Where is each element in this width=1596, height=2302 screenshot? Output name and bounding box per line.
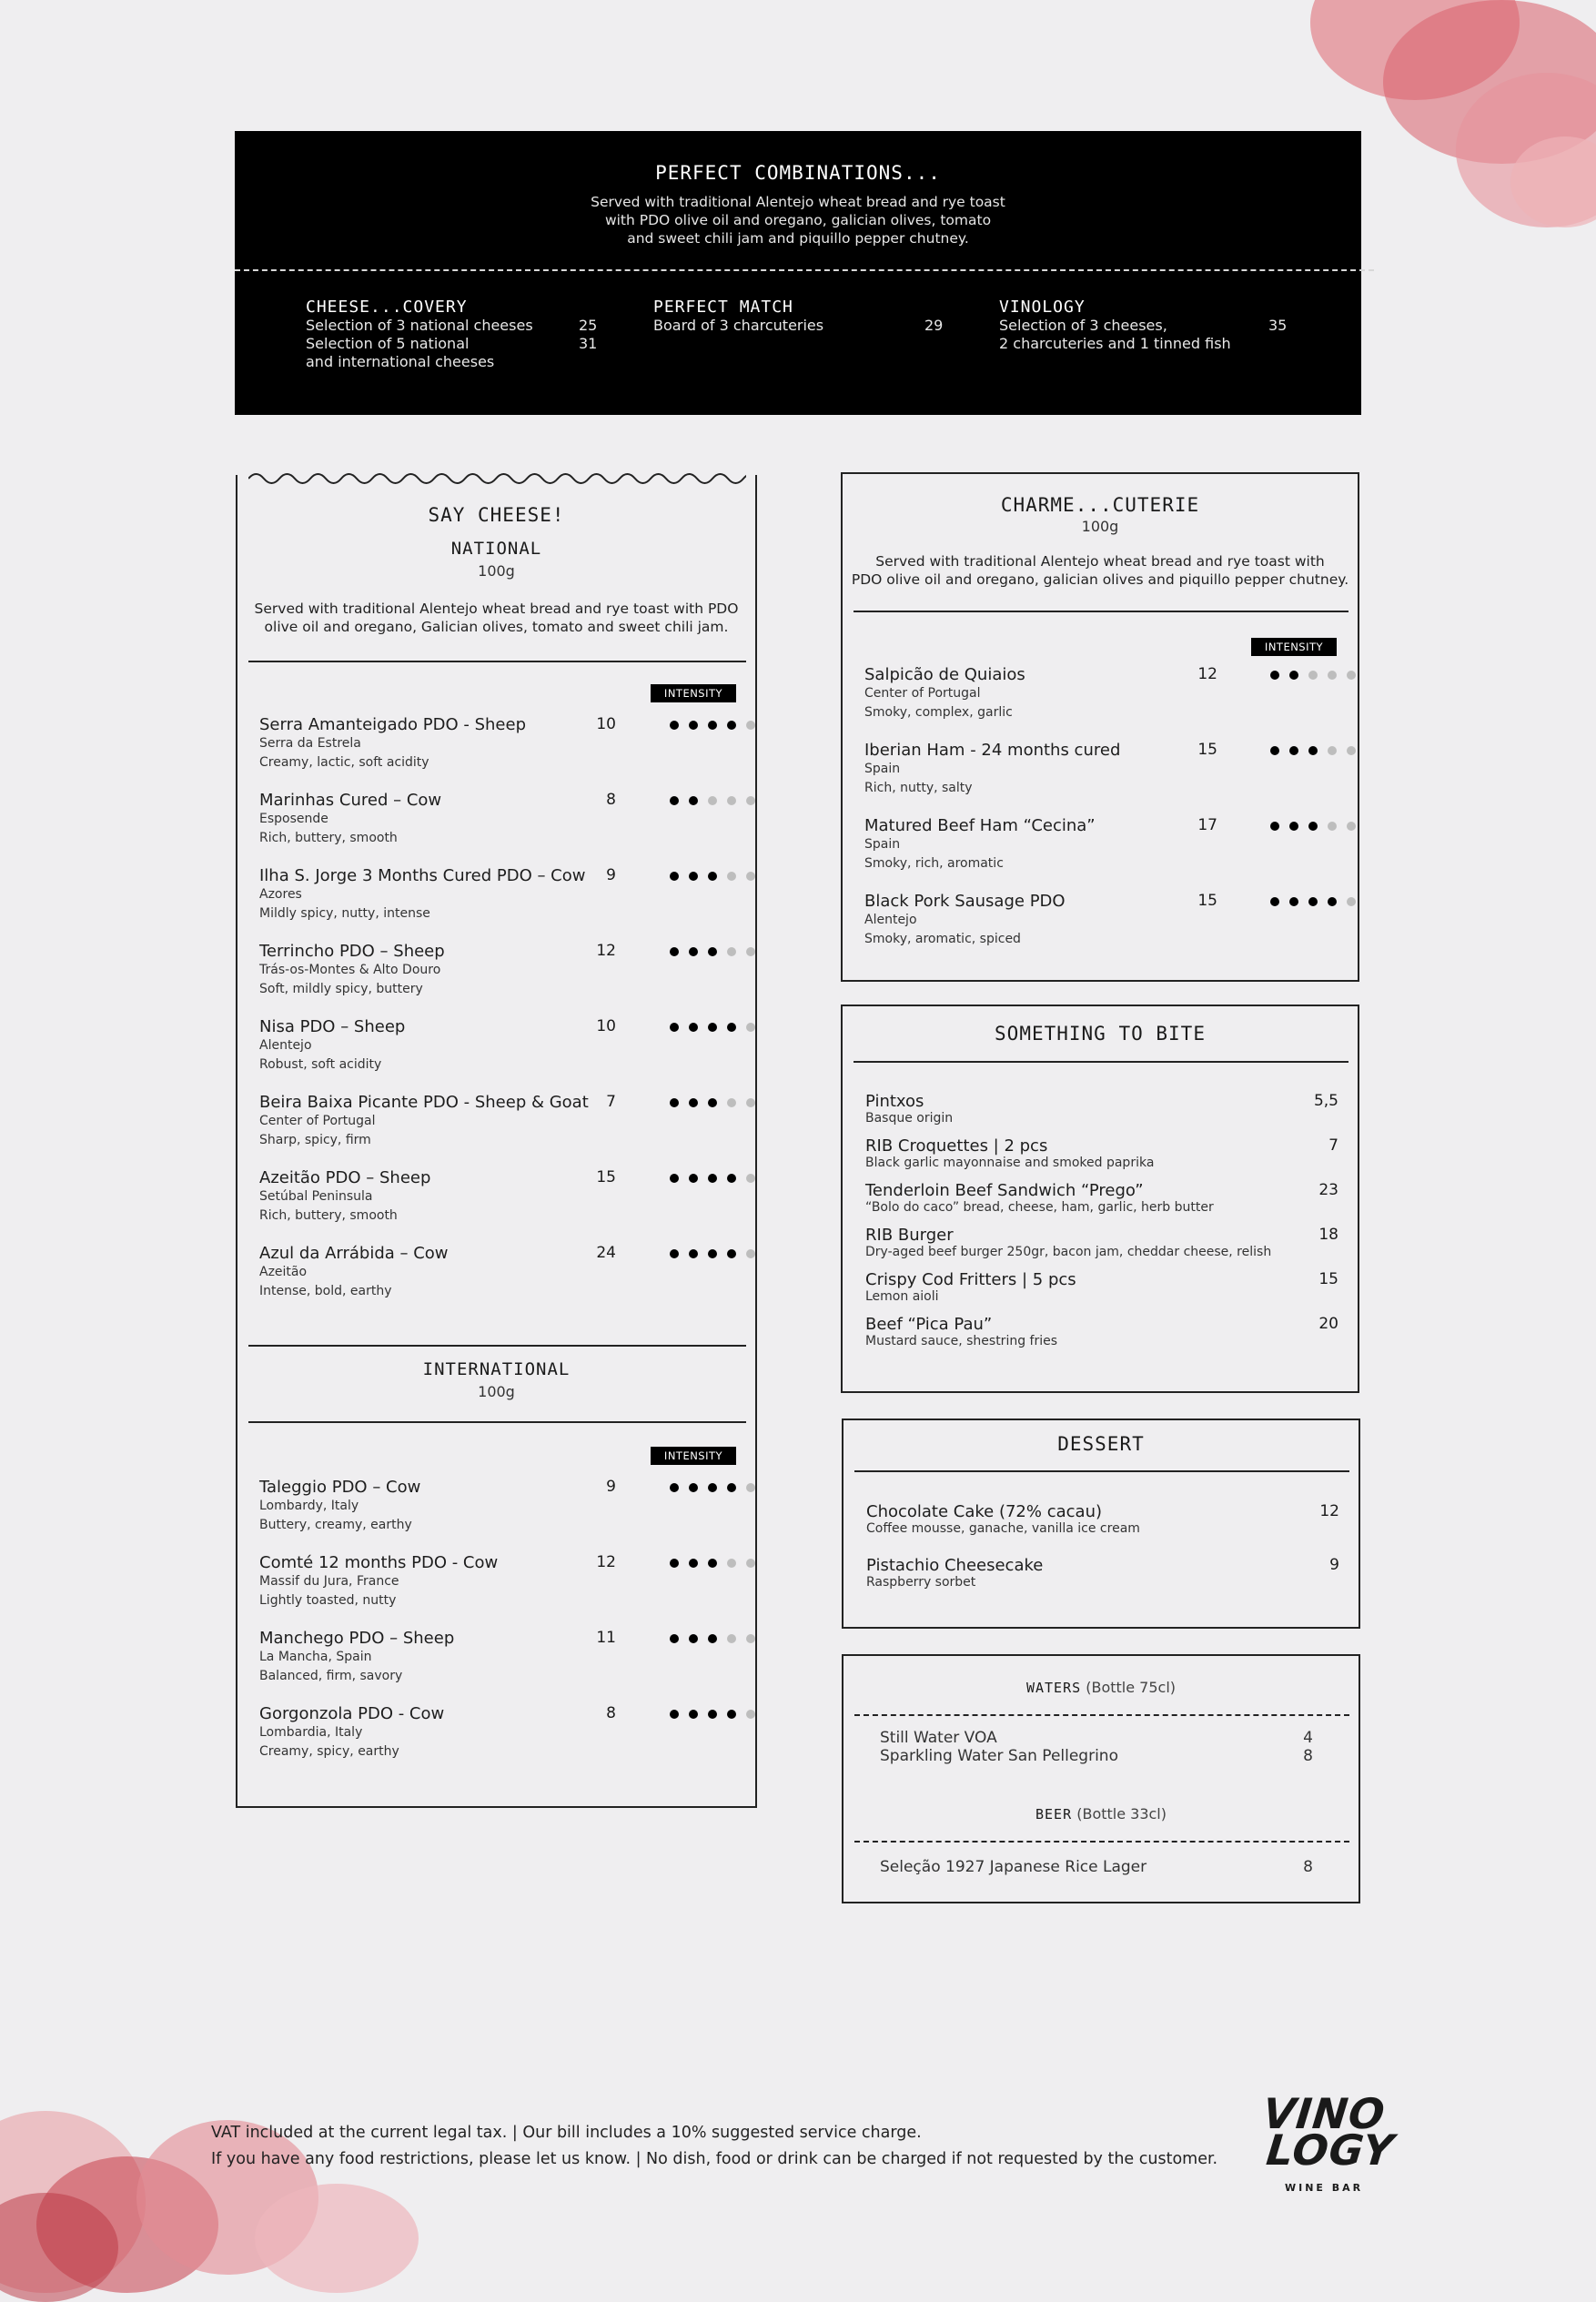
item-price: 5,5 xyxy=(1313,1092,1338,1110)
item-price: 24 xyxy=(596,1244,616,1262)
item-origin: Azores xyxy=(259,887,302,902)
item-description: Coffee mousse, ganache, vanilla ice cream xyxy=(866,1521,1140,1536)
banner-subtitle-line: and sweet chili jam and piquillo pepper chutney. xyxy=(627,230,969,247)
intensity-dot xyxy=(727,947,736,956)
bite-title: SOMETHING TO BITE xyxy=(995,1023,1206,1045)
combo-price: 25 xyxy=(579,317,598,334)
item-name: Taleggio PDO – Cow xyxy=(259,1478,421,1497)
combo-price: 35 xyxy=(1268,317,1288,334)
combo-row-text: Board of 3 charcuteries xyxy=(653,317,824,334)
combo-perfect-match xyxy=(653,298,954,335)
item-description: Mustard sauce, shestring fries xyxy=(865,1334,1058,1348)
beer-note: (Bottle 33cl) xyxy=(1076,1805,1167,1822)
intensity-dot xyxy=(708,1249,717,1258)
item-tasting-notes: Buttery, creamy, earthy xyxy=(259,1518,412,1532)
beer-title: BEER xyxy=(1035,1806,1073,1822)
item-origin: Trás-os-Montes & Alto Douro xyxy=(259,963,441,977)
intensity-dot xyxy=(708,1174,717,1183)
item-price: 12 xyxy=(1319,1502,1339,1520)
item-name: Comté 12 months PDO - Cow xyxy=(259,1553,499,1572)
intensity-dot xyxy=(746,1098,755,1107)
intensity-dot xyxy=(689,947,698,956)
item-price: 8 xyxy=(606,1704,616,1722)
item-name: Tenderloin Beef Sandwich “Prego” xyxy=(865,1181,1144,1200)
intensity-dot xyxy=(689,872,698,881)
intensity-dot xyxy=(727,1559,736,1568)
dashed-divider xyxy=(854,1714,1349,1716)
banner-subtitle-line: with PDO olive oil and oregano, galician olives, tomato xyxy=(604,212,992,228)
list-item xyxy=(864,665,1347,722)
beer-item xyxy=(880,1858,1313,1876)
list-item xyxy=(259,1704,742,1762)
intensity-rating xyxy=(1270,897,1361,906)
charcuterie-section xyxy=(841,472,1359,982)
national-weight: 100g xyxy=(478,562,515,580)
item-tasting-notes: Creamy, lactic, soft acidity xyxy=(259,755,429,770)
item-name: Ilha S. Jorge 3 Months Cured PDO – Cow xyxy=(259,866,586,885)
item-origin: Lombardy, Italy xyxy=(259,1499,359,1513)
menu-item xyxy=(865,1270,1338,1304)
item-name: Serra Amanteigado PDO - Sheep xyxy=(259,715,527,734)
menu-item xyxy=(865,1181,1338,1215)
description-line: PDO olive oil and oregano, galician olives and piquillo pepper chutney. xyxy=(851,571,1349,588)
item-origin: Spain xyxy=(864,762,901,776)
item-origin: Spain xyxy=(864,837,901,852)
intensity-dot xyxy=(1347,822,1356,831)
intensity-dot xyxy=(1270,746,1279,755)
combo-name: CHEESE...COVERY xyxy=(306,298,468,317)
intensity-dot xyxy=(1347,746,1356,755)
description-line: Served with traditional Alentejo wheat bread and rye toast with PDO xyxy=(254,601,739,617)
intensity-badge: INTENSITY xyxy=(651,1447,736,1465)
wavy-border xyxy=(248,469,746,488)
item-price: 7 xyxy=(606,1093,616,1111)
intensity-dot xyxy=(746,1174,755,1183)
divider xyxy=(248,1421,746,1423)
intensity-dot xyxy=(689,1483,698,1492)
item-origin: Alentejo xyxy=(259,1038,312,1053)
intensity-dot xyxy=(727,1249,736,1258)
item-name: RIB Croquettes | 2 pcs xyxy=(865,1136,1048,1156)
logo-text: LOGY xyxy=(1264,2125,1397,2175)
list-item xyxy=(259,791,742,848)
intensity-dot xyxy=(1308,671,1318,680)
item-tasting-notes: Mildly spicy, nutty, intense xyxy=(259,906,430,921)
item-name: Black Pork Sausage PDO xyxy=(864,892,1066,911)
item-name: Gorgonzola PDO - Cow xyxy=(259,1704,445,1723)
water-item xyxy=(880,1729,1313,1747)
intensity-badge: INTENSITY xyxy=(1251,638,1337,656)
list-item xyxy=(259,1478,742,1535)
beer-name: Seleção 1927 Japanese Rice Lager xyxy=(880,1858,1147,1876)
divider xyxy=(248,661,746,662)
something-to-bite-section xyxy=(841,1005,1359,1393)
say-cheese-section xyxy=(236,475,757,1808)
waters-heading xyxy=(843,1679,1359,1696)
intensity-dot xyxy=(727,1098,736,1107)
intensity-dot xyxy=(670,1098,679,1107)
charcuterie-description xyxy=(843,552,1358,589)
intensity-dot xyxy=(1289,671,1298,680)
item-price: 15 xyxy=(1197,741,1217,759)
item-tasting-notes: Balanced, firm, savory xyxy=(259,1669,403,1683)
intensity-dot xyxy=(670,1023,679,1032)
divider xyxy=(854,1061,1349,1063)
intensity-rating xyxy=(670,947,761,956)
intensity-dot xyxy=(1308,897,1318,906)
item-name: Pistachio Cheesecake xyxy=(866,1556,1044,1575)
item-price: 20 xyxy=(1318,1315,1338,1333)
charcuterie-title: CHARME...CUTERIE xyxy=(1000,494,1200,516)
item-origin: Setúbal Peninsula xyxy=(259,1189,373,1204)
intensity-dot xyxy=(708,721,717,730)
item-price: 9 xyxy=(606,866,616,884)
intensity-rating xyxy=(670,872,761,881)
item-price: 10 xyxy=(596,715,616,733)
intensity-dot xyxy=(746,1634,755,1643)
list-item xyxy=(864,816,1347,873)
menu-item xyxy=(865,1136,1338,1170)
item-description: “Bolo do caco” bread, cheese, ham, garlic, herb butter xyxy=(865,1200,1214,1215)
description-line: Served with traditional Alentejo wheat bread and rye toast with xyxy=(875,553,1325,570)
item-price: 15 xyxy=(596,1168,616,1186)
intensity-dot xyxy=(1347,897,1356,906)
intensity-dot xyxy=(670,1249,679,1258)
item-price: 12 xyxy=(1197,665,1217,683)
intensity-rating xyxy=(1270,822,1361,831)
intensity-dot xyxy=(746,796,755,805)
item-tasting-notes: Smoky, rich, aromatic xyxy=(864,856,1004,871)
intensity-dot xyxy=(670,1710,679,1719)
item-price: 9 xyxy=(606,1478,616,1496)
water-name: Still Water VOA xyxy=(880,1729,997,1747)
item-price: 23 xyxy=(1318,1181,1338,1199)
intensity-dot xyxy=(670,947,679,956)
item-price: 18 xyxy=(1318,1226,1338,1244)
item-origin: Azeitão xyxy=(259,1265,308,1279)
list-item xyxy=(259,1168,742,1226)
item-origin: Center of Portugal xyxy=(864,686,981,701)
intensity-dot xyxy=(746,721,755,730)
divider xyxy=(248,1345,746,1347)
intensity-dot xyxy=(746,1023,755,1032)
list-item xyxy=(259,1553,742,1610)
combo-price: 29 xyxy=(924,317,944,334)
item-tasting-notes: Smoky, aromatic, spiced xyxy=(864,932,1021,946)
item-name: Beef “Pica Pau” xyxy=(865,1315,993,1334)
list-item xyxy=(259,866,742,924)
item-price: 11 xyxy=(596,1629,616,1647)
dessert-title: DESSERT xyxy=(1057,1433,1145,1455)
item-tasting-notes: Rich, buttery, smooth xyxy=(259,831,398,845)
drinks-section xyxy=(842,1654,1360,1903)
footer-vat-note: VAT included at the current legal tax. | Our bill includes a 10% suggested service charge. xyxy=(211,2124,922,2142)
divider xyxy=(854,1470,1349,1472)
list-item xyxy=(259,715,742,772)
item-name: Pintxos xyxy=(865,1092,924,1111)
intensity-dot xyxy=(689,1710,698,1719)
intensity-rating xyxy=(670,1483,761,1492)
intensity-dot xyxy=(1289,897,1298,906)
combo-row-text: Selection of 3 cheeses, xyxy=(999,317,1167,334)
item-price: 15 xyxy=(1318,1270,1338,1288)
intensity-dot xyxy=(708,796,717,805)
combo-row-text: Selection of 5 national xyxy=(306,335,470,352)
item-name: Crispy Cod Fritters | 5 pcs xyxy=(865,1270,1076,1289)
intensity-dot xyxy=(689,796,698,805)
intensity-dot xyxy=(689,1559,698,1568)
menu-item xyxy=(865,1315,1338,1348)
banner-subtitle xyxy=(235,193,1361,247)
national-description xyxy=(237,600,755,636)
intensity-dot xyxy=(708,872,717,881)
intensity-dot xyxy=(708,1710,717,1719)
dashed-divider xyxy=(854,1841,1349,1843)
intensity-rating xyxy=(670,796,761,805)
item-name: Beira Baixa Picante PDO - Sheep & Goat xyxy=(259,1093,589,1112)
item-tasting-notes: Rich, buttery, smooth xyxy=(259,1208,398,1223)
item-origin: Center of Portugal xyxy=(259,1114,376,1128)
item-origin: Serra da Estrela xyxy=(259,736,361,751)
intensity-dot xyxy=(727,1634,736,1643)
combo-vinology xyxy=(999,298,1308,353)
intensity-dot xyxy=(1328,822,1337,831)
intensity-dot xyxy=(670,721,679,730)
item-name: Terrincho PDO – Sheep xyxy=(259,942,445,961)
item-price: 12 xyxy=(596,1553,616,1571)
item-price: 15 xyxy=(1197,892,1217,910)
intensity-dot xyxy=(1289,822,1298,831)
item-tasting-notes: Soft, mildly spicy, buttery xyxy=(259,982,423,996)
intensity-dot xyxy=(670,1634,679,1643)
item-price: 12 xyxy=(596,942,616,960)
intensity-dot xyxy=(708,1634,717,1643)
intensity-rating xyxy=(670,1249,761,1258)
water-name: Sparkling Water San Pellegrino xyxy=(880,1747,1118,1765)
intensity-dot xyxy=(689,1174,698,1183)
intensity-dot xyxy=(708,1023,717,1032)
intensity-dot xyxy=(689,1023,698,1032)
intensity-dot xyxy=(670,796,679,805)
item-price: 8 xyxy=(606,791,616,809)
combo-name: PERFECT MATCH xyxy=(653,298,793,317)
national-heading: NATIONAL xyxy=(450,539,542,559)
intensity-dot xyxy=(689,721,698,730)
menu-item xyxy=(866,1502,1339,1536)
menu-item xyxy=(865,1226,1338,1259)
international-weight: 100g xyxy=(478,1383,515,1400)
intensity-dot xyxy=(1270,822,1279,831)
say-cheese-title: SAY CHEESE! xyxy=(428,504,565,526)
water-price: 8 xyxy=(1303,1747,1313,1765)
intensity-rating xyxy=(670,1559,761,1568)
item-tasting-notes: Lightly toasted, nutty xyxy=(259,1593,397,1608)
item-tasting-notes: Creamy, spicy, earthy xyxy=(259,1744,399,1759)
intensity-rating xyxy=(670,1634,761,1643)
intensity-rating xyxy=(670,1710,761,1719)
intensity-dot xyxy=(1347,671,1356,680)
list-item xyxy=(864,741,1347,798)
intensity-dot xyxy=(1270,671,1279,680)
item-origin: Alentejo xyxy=(864,913,917,927)
item-tasting-notes: Smoky, complex, garlic xyxy=(864,705,1013,720)
intensity-dot xyxy=(727,1483,736,1492)
intensity-dot xyxy=(689,1249,698,1258)
item-tasting-notes: Sharp, spicy, firm xyxy=(259,1133,371,1147)
menu-item xyxy=(866,1556,1339,1590)
intensity-rating xyxy=(670,1023,761,1032)
item-name: Azul da Arrábida – Cow xyxy=(259,1244,449,1263)
list-item xyxy=(864,892,1347,949)
item-name: Iberian Ham - 24 months cured xyxy=(864,741,1121,760)
intensity-dot xyxy=(727,1023,736,1032)
intensity-rating xyxy=(670,1174,761,1183)
combo-cheesecovery xyxy=(306,298,606,371)
international-heading: INTERNATIONAL xyxy=(422,1359,571,1379)
intensity-dot xyxy=(1328,671,1337,680)
list-item xyxy=(259,942,742,999)
intensity-dot xyxy=(708,1098,717,1107)
item-price: 7 xyxy=(1328,1136,1338,1155)
item-name: Marinhas Cured – Cow xyxy=(259,791,442,810)
description-line: olive oil and oregano, Galician olives, tomato and sweet chili jam. xyxy=(264,619,729,635)
menu-item xyxy=(865,1092,1338,1126)
intensity-dot xyxy=(727,721,736,730)
intensity-dot xyxy=(1328,746,1337,755)
item-name: Azeitão PDO – Sheep xyxy=(259,1168,431,1187)
item-name: Salpicão de Quiaios xyxy=(864,665,1025,684)
intensity-dot xyxy=(727,1174,736,1183)
intensity-rating xyxy=(670,1098,761,1107)
list-item xyxy=(259,1017,742,1075)
item-price: 10 xyxy=(596,1017,616,1035)
item-origin: Massif du Jura, France xyxy=(259,1574,399,1589)
intensity-dot xyxy=(708,1483,717,1492)
combo-row-text: Selection of 3 national cheeses xyxy=(306,317,533,334)
intensity-dot xyxy=(670,1174,679,1183)
item-description: Lemon aioli xyxy=(865,1289,939,1304)
waters-note: (Bottle 75cl) xyxy=(1086,1679,1177,1696)
logo-tagline: WINE BAR xyxy=(1285,2182,1364,2194)
item-tasting-notes: Intense, bold, earthy xyxy=(259,1284,392,1298)
intensity-dot xyxy=(746,1249,755,1258)
intensity-dot xyxy=(746,872,755,881)
perfect-combinations-banner xyxy=(235,131,1361,415)
intensity-dot xyxy=(708,947,717,956)
intensity-dot xyxy=(727,796,736,805)
item-price: 9 xyxy=(1329,1556,1339,1574)
intensity-dot xyxy=(746,1710,755,1719)
charcuterie-weight: 100g xyxy=(1081,518,1119,535)
list-item xyxy=(259,1093,742,1150)
item-origin: Lombardia, Italy xyxy=(259,1725,363,1740)
item-name: Nisa PDO – Sheep xyxy=(259,1017,406,1036)
item-name: RIB Burger xyxy=(865,1226,954,1245)
intensity-dot xyxy=(670,1483,679,1492)
banner-subtitle-line: Served with traditional Alentejo wheat bread and rye toast xyxy=(591,194,1005,210)
item-description: Dry-aged beef burger 250gr, bacon jam, cheddar cheese, relish xyxy=(865,1245,1272,1259)
intensity-dot xyxy=(746,947,755,956)
intensity-dot xyxy=(670,872,679,881)
list-item xyxy=(259,1244,742,1301)
intensity-dot xyxy=(708,1559,717,1568)
item-description: Raspberry sorbet xyxy=(866,1575,976,1590)
item-origin: Esposende xyxy=(259,812,328,826)
item-description: Black garlic mayonnaise and smoked paprika xyxy=(865,1156,1155,1170)
item-tasting-notes: Robust, soft acidity xyxy=(259,1057,382,1072)
footer-restrictions-note: If you have any food restrictions, please let us know. | No dish, food or drink can be charged if not requested by the customer. xyxy=(211,2150,1218,2168)
divider xyxy=(854,611,1349,612)
item-description: Basque origin xyxy=(865,1111,954,1126)
intensity-dot xyxy=(727,872,736,881)
intensity-rating xyxy=(1270,746,1361,755)
logo-text: VINO xyxy=(1260,2089,1389,2138)
intensity-dot xyxy=(746,1483,755,1492)
list-item xyxy=(259,1629,742,1686)
intensity-dot xyxy=(670,1559,679,1568)
combo-name: VINOLOGY xyxy=(999,298,1086,317)
intensity-dot xyxy=(1308,746,1318,755)
item-name: Manchego PDO – Sheep xyxy=(259,1629,455,1648)
item-name: Matured Beef Ham “Cecina” xyxy=(864,816,1096,835)
intensity-dot xyxy=(1270,897,1279,906)
combo-price: 31 xyxy=(579,335,598,352)
banner-dashed-divider xyxy=(235,269,1374,271)
item-name: Chocolate Cake (72% cacau) xyxy=(866,1502,1102,1521)
item-price: 17 xyxy=(1197,816,1217,834)
beer-heading xyxy=(843,1805,1359,1822)
beer-price: 8 xyxy=(1303,1858,1313,1876)
intensity-dot xyxy=(689,1098,698,1107)
waters-title: WATERS xyxy=(1025,1680,1082,1696)
water-price: 4 xyxy=(1303,1729,1313,1747)
intensity-dot xyxy=(727,1710,736,1719)
combo-row-text: and international cheeses xyxy=(306,353,495,370)
intensity-rating xyxy=(1270,671,1361,680)
intensity-badge: INTENSITY xyxy=(651,684,736,702)
item-origin: La Mancha, Spain xyxy=(259,1650,372,1664)
combo-row-text: 2 charcuteries and 1 tinned fish xyxy=(999,335,1231,352)
intensity-dot xyxy=(1289,746,1298,755)
banner-title: PERFECT COMBINATIONS... xyxy=(655,162,941,184)
water-item xyxy=(880,1747,1313,1765)
intensity-dot xyxy=(746,1559,755,1568)
intensity-dot xyxy=(1308,822,1318,831)
dessert-section xyxy=(842,1419,1360,1629)
intensity-dot xyxy=(689,1634,698,1643)
vinology-logo xyxy=(1259,2089,1397,2204)
intensity-rating xyxy=(670,721,761,730)
item-tasting-notes: Rich, nutty, salty xyxy=(864,781,973,795)
intensity-dot xyxy=(1328,897,1337,906)
